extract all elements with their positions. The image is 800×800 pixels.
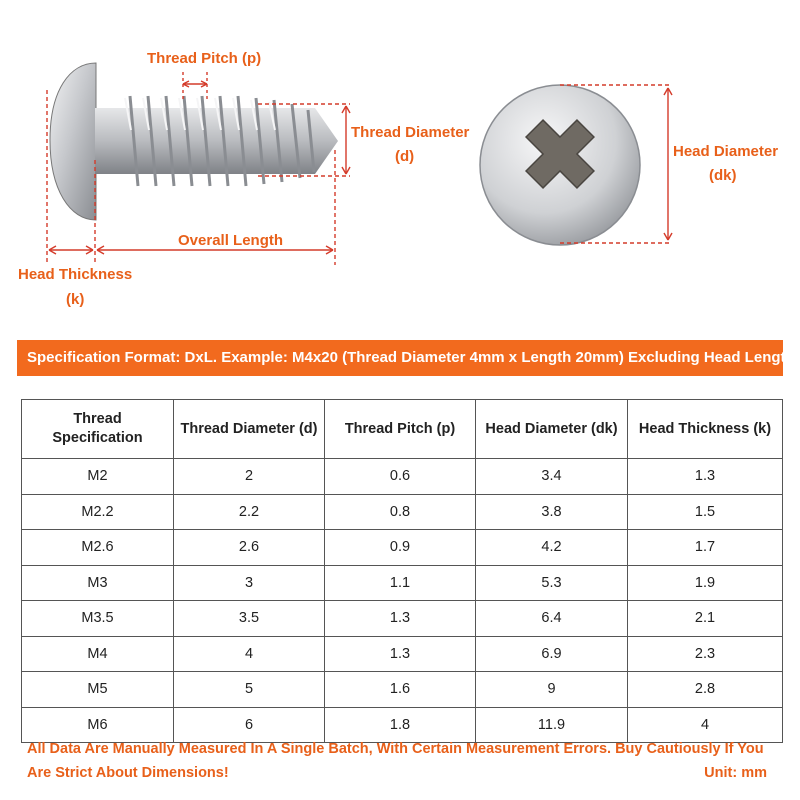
- header-head-diameter: Head Diameter (dk): [476, 400, 628, 459]
- table-cell: 4.2: [476, 530, 628, 566]
- spec-format-banner: Specification Format: DxL. Example: M4x20 (Thread Diameter 4mm x Length 20mm) Excluding Head Length: [17, 340, 783, 376]
- header-head-thickness: Head Thickness (k): [628, 400, 783, 459]
- table-cell: 1.9: [628, 565, 783, 601]
- table-cell: 2.3: [628, 636, 783, 672]
- table-cell: 5.3: [476, 565, 628, 601]
- thread-pitch-label: Thread Pitch (p): [147, 50, 262, 67]
- table-cell: 6: [174, 707, 325, 743]
- table-header-row: [22, 400, 783, 459]
- table-cell: 0.6: [325, 459, 476, 495]
- thread-diameter-label: Thread Diameter: [351, 124, 470, 141]
- table-row: [22, 601, 783, 637]
- table-cell: 2.2: [174, 494, 325, 530]
- screw-head-side: [50, 63, 96, 220]
- table-cell: 11.9: [476, 707, 628, 743]
- table-cell: 2.8: [628, 672, 783, 708]
- head-thickness-symbol: (k): [66, 291, 85, 308]
- table-cell: 1.1: [325, 565, 476, 601]
- table-row: [22, 494, 783, 530]
- table-cell: 3.5: [174, 601, 325, 637]
- table-row: [22, 565, 783, 601]
- unit-label: Unit: mm: [704, 765, 767, 781]
- header-thread-pitch: Thread Pitch (p): [325, 400, 476, 459]
- table-cell: M2: [22, 459, 174, 495]
- table-cell: M5: [22, 672, 174, 708]
- table-cell: 4: [628, 707, 783, 743]
- table-cell: M3: [22, 565, 174, 601]
- table-row: [22, 636, 783, 672]
- table-cell: 1.3: [325, 636, 476, 672]
- header-spec-line2: Specification: [52, 430, 143, 446]
- table-cell: 3: [174, 565, 325, 601]
- thread-diameter-symbol: (d): [395, 148, 415, 165]
- disclaimer-text: All Data Are Manually Measured In A Single Batch, With Certain Measurement Errors. Buy Cautiously If You Are Strict About Dimensions!: [27, 741, 764, 781]
- header-thread-diameter: Thread Diameter (d): [174, 400, 325, 459]
- table-cell: 6.9: [476, 636, 628, 672]
- screw-shank: [95, 96, 338, 186]
- table-cell: 1.8: [325, 707, 476, 743]
- table-row: [22, 459, 783, 495]
- table-row: [22, 530, 783, 566]
- table-cell: 3.8: [476, 494, 628, 530]
- table-cell: 5: [174, 672, 325, 708]
- screw-diagram: [0, 0, 800, 330]
- table-cell: 1.7: [628, 530, 783, 566]
- table-cell: 2.6: [174, 530, 325, 566]
- spec-table: [21, 399, 783, 743]
- overall-length-label: Overall Length: [178, 232, 284, 249]
- table-cell: 9: [476, 672, 628, 708]
- header-spec-line1: Thread: [73, 411, 122, 427]
- head-diameter-label: Head Diameter: [673, 143, 779, 160]
- table-cell: 1.3: [628, 459, 783, 495]
- table-cell: M3.5: [22, 601, 174, 637]
- table-cell: 1.3: [325, 601, 476, 637]
- table-cell: 0.9: [325, 530, 476, 566]
- table-cell: 1.5: [628, 494, 783, 530]
- table-cell: M4: [22, 636, 174, 672]
- table-cell: 4: [174, 636, 325, 672]
- table-cell: 2.1: [628, 601, 783, 637]
- table-cell: M6: [22, 707, 174, 743]
- table-cell: 3.4: [476, 459, 628, 495]
- table-cell: M2.2: [22, 494, 174, 530]
- table-row: [22, 672, 783, 708]
- table-cell: M2.6: [22, 530, 174, 566]
- screw-head-top: [480, 85, 640, 245]
- head-diameter-symbol: (dk): [709, 167, 737, 184]
- table-cell: 0.8: [325, 494, 476, 530]
- table-cell: 1.6: [325, 672, 476, 708]
- table-cell: 2: [174, 459, 325, 495]
- head-thickness-label: Head Thickness: [18, 266, 133, 283]
- table-cell: 6.4: [476, 601, 628, 637]
- footer-note: [27, 737, 767, 785]
- header-thread-specification: [22, 400, 174, 459]
